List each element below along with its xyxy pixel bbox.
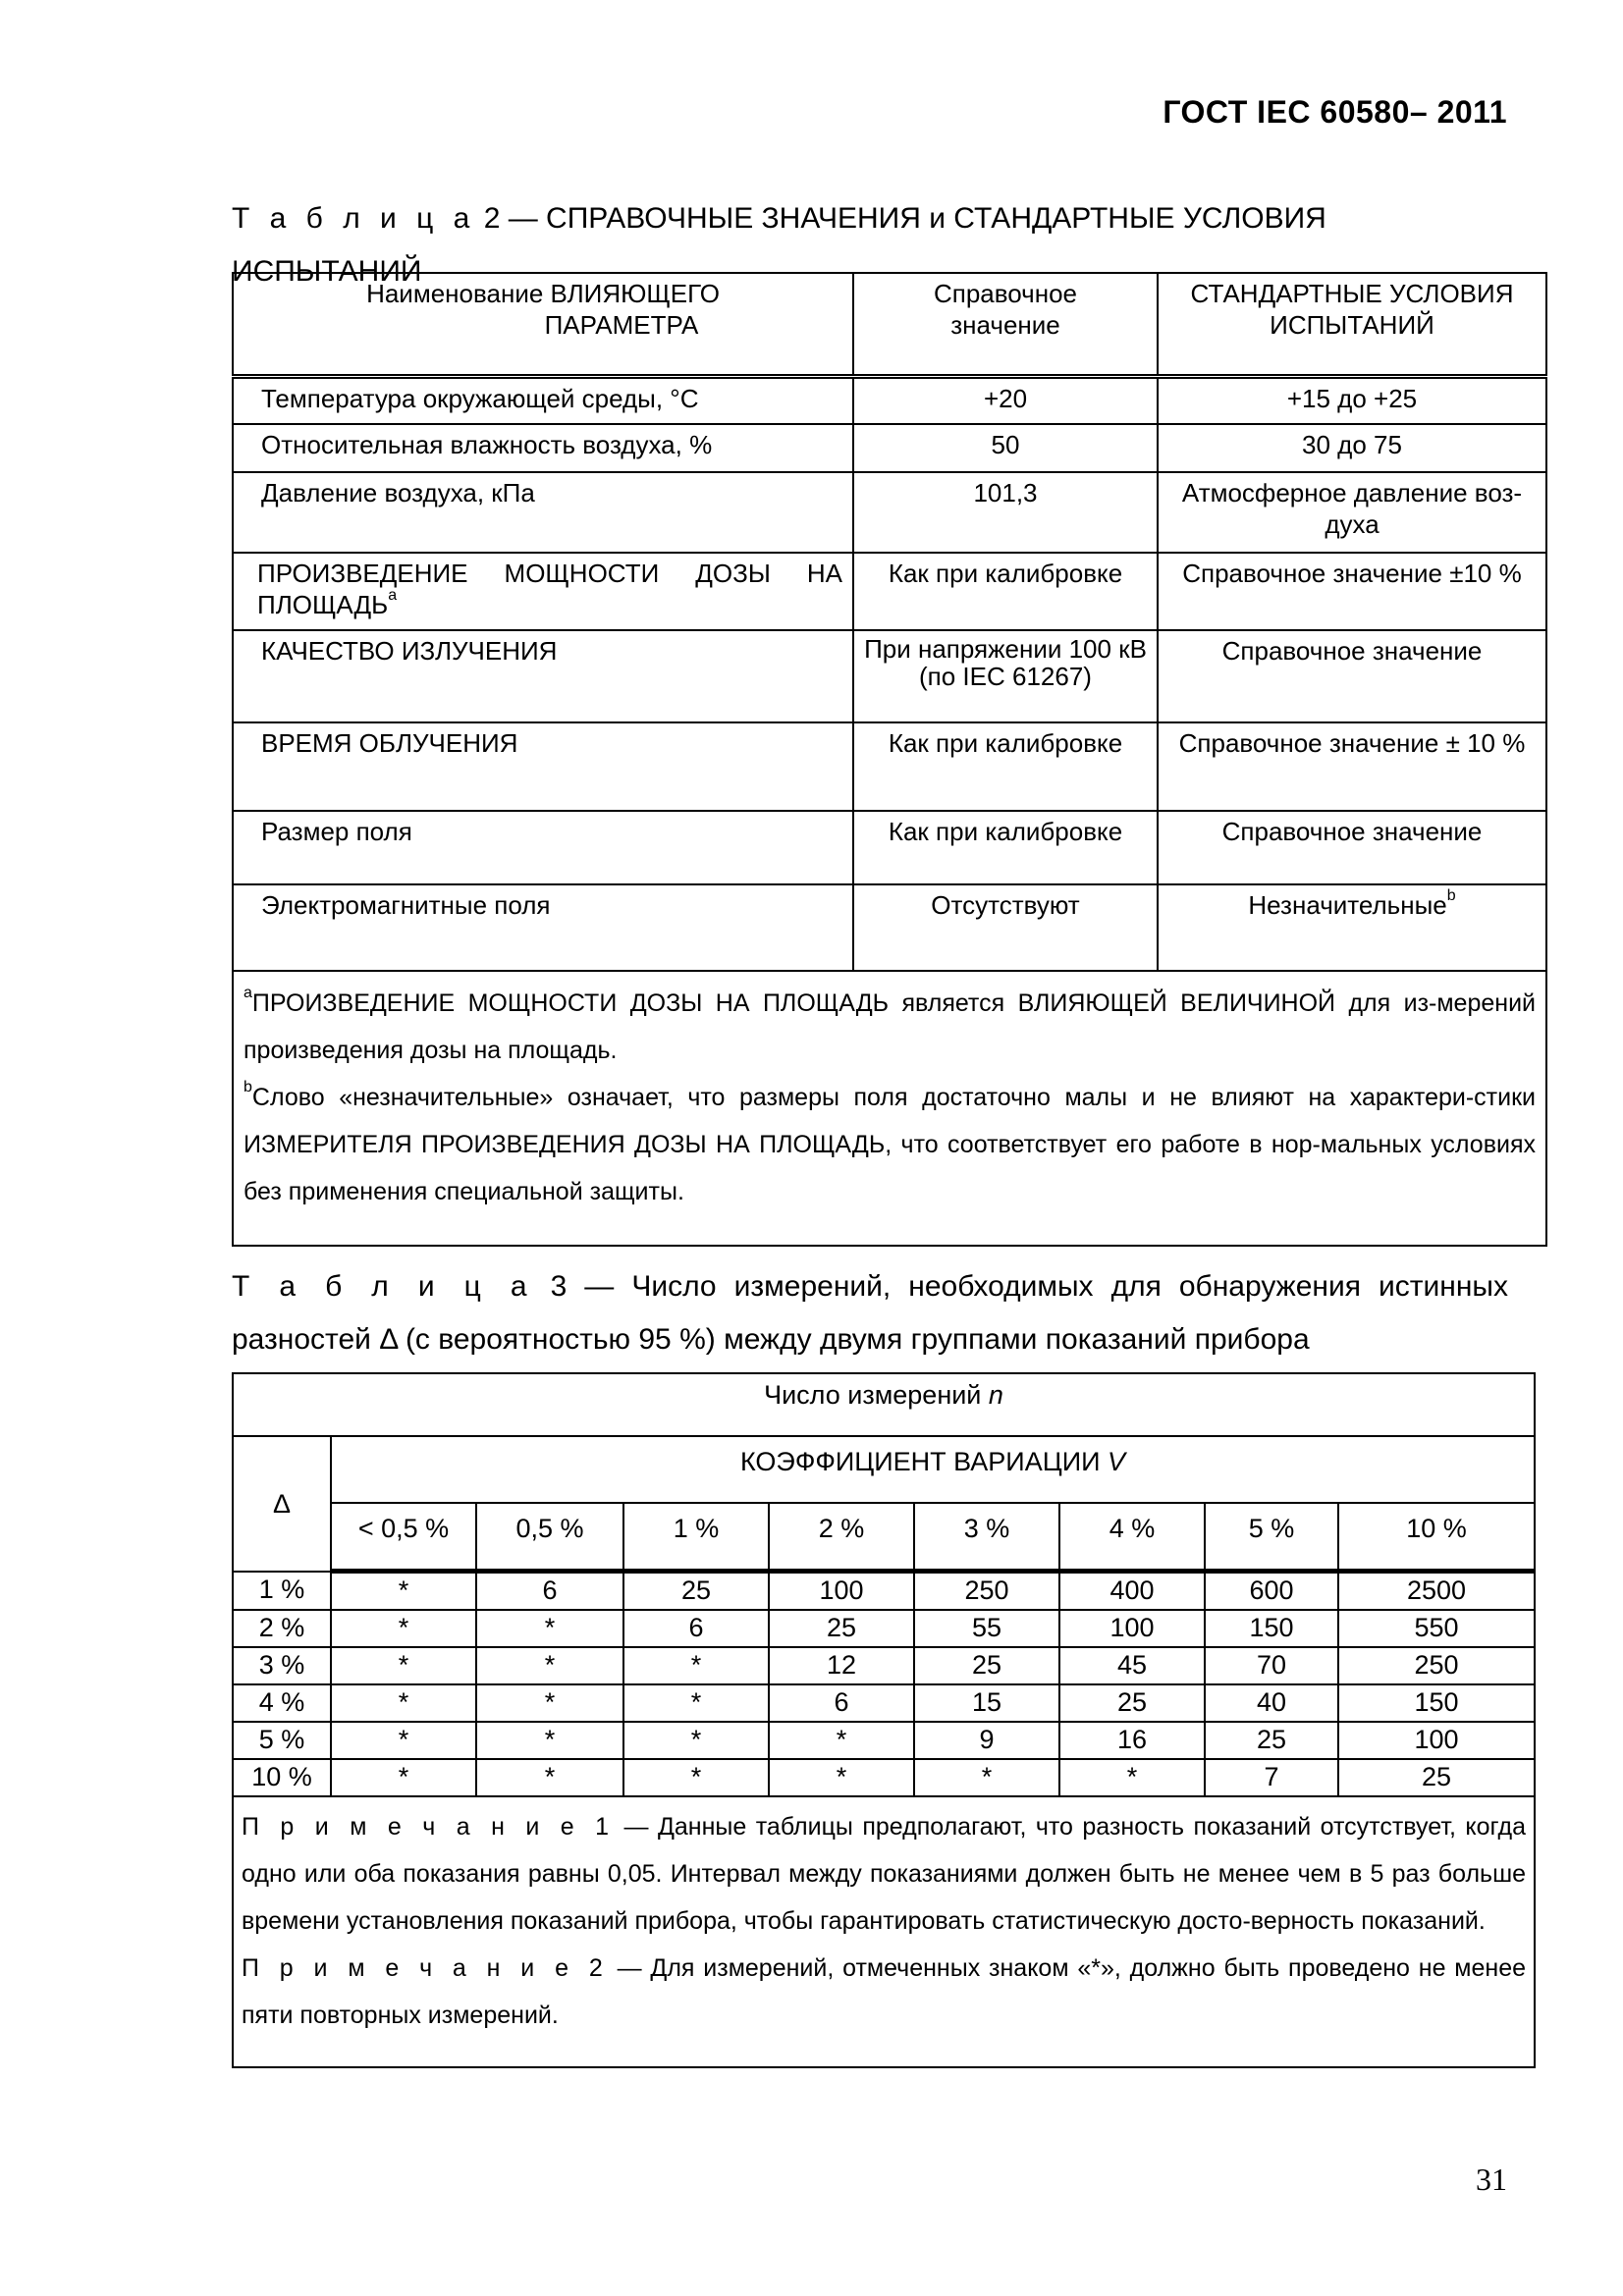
value-cell: *	[476, 1684, 623, 1722]
coef-header-var: V	[1108, 1447, 1126, 1476]
document-code: ГОСТ IEC 60580– 2011	[1163, 94, 1507, 130]
page-number: 31	[1476, 2162, 1507, 2197]
table-header-row	[233, 273, 1546, 377]
value-cell: 6	[769, 1684, 914, 1722]
ref-cell: Как при калибровке	[853, 811, 1158, 884]
value-cell: 100	[1059, 1610, 1205, 1647]
table-row	[233, 1572, 1535, 1611]
notes-cell	[233, 1796, 1535, 2067]
delta-cell: 10 %	[233, 1759, 331, 1796]
column-header: 10 %	[1338, 1503, 1535, 1572]
footnotes-cell	[233, 971, 1546, 1246]
column-header: 2 %	[769, 1503, 914, 1572]
value-cell: *	[331, 1684, 476, 1722]
value-cell: *	[331, 1759, 476, 1796]
value-cell: 6	[623, 1610, 769, 1647]
value-cell: 550	[1338, 1610, 1535, 1647]
std-text: Незначительные	[1248, 889, 1447, 920]
param-cell: Электромагнитные поля	[233, 884, 853, 971]
value-cell: 6	[476, 1572, 623, 1611]
footnote-b-mark: b	[243, 1079, 252, 1096]
value-cell: 400	[1059, 1572, 1205, 1611]
note-2-label: П р и м е ч а н и е 2	[242, 1954, 609, 1982]
param-cell	[233, 553, 853, 630]
header-param-line2: ПАРАМЕТРА	[544, 310, 699, 340]
std-cell: Справочное значение ±10 %	[1158, 553, 1546, 630]
footnotes-row	[233, 971, 1546, 1246]
param-text: ПРОИЗВЕДЕНИЕ МОЩНОСТИ ДОЗЫ НА ПЛОЩАДЬ	[257, 558, 842, 619]
param-cell: ВРЕМЯ ОБЛУЧЕНИЯ	[233, 722, 853, 811]
ref-cell: Как при калибровке	[853, 553, 1158, 630]
std-cell: Атмосферное давление воз-духа	[1158, 472, 1546, 553]
delta-cell: 1 %	[233, 1572, 331, 1611]
header-std-line1: СТАНДАРТНЫЕ УСЛОВИЯ	[1190, 279, 1514, 308]
footnote-a-mark: a	[243, 985, 252, 1002]
value-cell: 25	[914, 1647, 1059, 1684]
header-param-line1: Наименование ВЛИЯЮЩЕГО	[366, 279, 720, 308]
note-2-text: — Для измерений, отмеченных знаком «*», должно быть проведено не менее пяти повторных измерений.	[242, 1954, 1527, 2029]
footnote-a	[243, 980, 1536, 1074]
column-header: 3 %	[914, 1503, 1059, 1572]
table-row	[233, 1610, 1535, 1647]
count-header-text: Число измерений	[764, 1380, 989, 1410]
std-cell	[1158, 884, 1546, 971]
table2-caption-label: Т а б л и ц а	[232, 202, 476, 235]
param-cell: Температура окружающей среды, °С	[233, 377, 853, 424]
value-cell: 25	[1059, 1684, 1205, 1722]
value-cell: *	[476, 1610, 623, 1647]
value-cell: *	[1059, 1759, 1205, 1796]
param-cell: Относительная влажность воздуха, %	[233, 424, 853, 472]
value-cell: 7	[1205, 1759, 1338, 1796]
ref-cell: +20	[853, 377, 1158, 424]
table3-caption-text: 3 — Число измерений, необходимых для обнаружения истинных разностей Δ (с вероятностью 95 %) между двумя группами показаний прибора	[232, 1270, 1508, 1356]
column-header: 5 %	[1205, 1503, 1338, 1572]
column-header: < 0,5 %	[331, 1503, 476, 1572]
header-ref-line1: Справочное	[933, 279, 1077, 308]
table2-caption-text: 2 — СПРАВОЧНЫЕ ЗНАЧЕНИЯ и СТАНДАРТНЫЕ УСЛОВИЯ ИСПЫТАНИЙ	[232, 202, 1326, 288]
ref-cell: 50	[853, 424, 1158, 472]
value-cell: *	[769, 1722, 914, 1759]
footnote-b-text: Слово «незначительные» означает, что размеры поля достаточно малы и не влияют на характери-стики ИЗМЕРИТЕЛЯ ПРОИЗВЕДЕНИЯ ДОЗЫ НА ПЛОЩАДЬ, что соответствует его работе в нор-мальных условиях без применения специальной защиты.	[243, 1083, 1536, 1205]
delta-cell: 3 %	[233, 1647, 331, 1684]
footnote-b-ref: b	[1446, 886, 1456, 904]
value-cell: *	[914, 1759, 1059, 1796]
std-cell: +15 до +25	[1158, 377, 1546, 424]
table-row	[233, 630, 1546, 722]
column-header: 4 %	[1059, 1503, 1205, 1572]
notes-row	[233, 1796, 1535, 2067]
ref-cell: Отсутствуют	[853, 884, 1158, 971]
value-cell: 12	[769, 1647, 914, 1684]
value-cell: 16	[1059, 1722, 1205, 1759]
value-cell: 25	[769, 1610, 914, 1647]
value-cell: 250	[914, 1572, 1059, 1611]
table-row	[233, 377, 1546, 424]
measurement-count-table	[232, 1372, 1536, 2068]
value-cell: *	[331, 1572, 476, 1611]
table-row	[233, 1647, 1535, 1684]
table-row	[233, 553, 1546, 630]
delta-cell: 2 %	[233, 1610, 331, 1647]
header-std-line2: ИСПЫТАНИЙ	[1270, 310, 1434, 340]
table-row	[233, 472, 1546, 553]
count-header	[233, 1373, 1535, 1436]
value-cell: 150	[1205, 1610, 1338, 1647]
note-1-text: — Данные таблицы предполагают, что разность показаний отсутствует, когда одно или оба показания равны 0,05. Интервал между показаниями должен быть не менее чем в 5 раз больше времени установления показаний прибора, чтобы гарантировать статистическую досто-верность показаний.	[242, 1813, 1527, 1935]
reference-values-table	[232, 272, 1547, 1247]
value-cell: *	[476, 1722, 623, 1759]
note-1-label: П р и м е ч а н и е 1	[242, 1813, 616, 1841]
value-cell: *	[331, 1647, 476, 1684]
header-ref	[853, 273, 1158, 377]
table-row	[233, 1722, 1535, 1759]
value-cell: *	[623, 1684, 769, 1722]
value-cell: *	[476, 1647, 623, 1684]
value-cell: *	[769, 1759, 914, 1796]
table-row	[233, 722, 1546, 811]
ref-cell: При напряжении 100 кВ (по IEC 61267)	[853, 630, 1158, 722]
count-header-row	[233, 1373, 1535, 1436]
table-row	[233, 1684, 1535, 1722]
param-cell: Давление воздуха, кПа	[233, 472, 853, 553]
footnote-a-text: ПРОИЗВЕДЕНИЕ МОЩНОСТИ ДОЗЫ НА ПЛОЩАДЬ является ВЛИЯЮЩЕЙ ВЕЛИЧИНОЙ для из-мерений произведения дозы на площадь.	[243, 988, 1536, 1064]
coef-header-row	[233, 1436, 1535, 1503]
value-cell: 9	[914, 1722, 1059, 1759]
value-cell: *	[623, 1647, 769, 1684]
std-cell: Справочное значение	[1158, 811, 1546, 884]
table-row	[233, 424, 1546, 472]
note-2	[242, 1945, 1526, 2039]
note-1	[242, 1803, 1526, 1945]
value-cell: 70	[1205, 1647, 1338, 1684]
delta-header: Δ	[233, 1436, 331, 1572]
value-cell: 2500	[1338, 1572, 1535, 1611]
value-cell: 600	[1205, 1572, 1338, 1611]
coef-header	[331, 1436, 1535, 1503]
value-cell: 150	[1338, 1684, 1535, 1722]
value-cell: *	[623, 1722, 769, 1759]
footnote-a-ref: a	[388, 586, 398, 604]
coef-header-text: КОЭФФИЦИЕНТ ВАРИАЦИИ	[740, 1447, 1109, 1476]
table3-caption-label: Т а б л и ц а	[232, 1270, 533, 1303]
value-cell: 15	[914, 1684, 1059, 1722]
value-cell: *	[476, 1759, 623, 1796]
std-cell: Справочное значение	[1158, 630, 1546, 722]
column-header: 1 %	[623, 1503, 769, 1572]
ref-cell: 101,3	[853, 472, 1158, 553]
value-cell: 25	[1338, 1759, 1535, 1796]
table-row	[233, 811, 1546, 884]
value-cell: 55	[914, 1610, 1059, 1647]
std-cell: 30 до 75	[1158, 424, 1546, 472]
delta-cell: 4 %	[233, 1684, 331, 1722]
table-row	[233, 884, 1546, 971]
value-cell: *	[331, 1610, 476, 1647]
header-param	[233, 273, 853, 377]
value-cell: 25	[1205, 1722, 1338, 1759]
table-row	[233, 1759, 1535, 1796]
value-cell: *	[623, 1759, 769, 1796]
header-std	[1158, 273, 1546, 377]
footnote-b	[243, 1074, 1536, 1215]
ref-cell: Как при калибровке	[853, 722, 1158, 811]
param-cell: КАЧЕСТВО ИЗЛУЧЕНИЯ	[233, 630, 853, 722]
value-cell: 25	[623, 1572, 769, 1611]
param-cell: Размер поля	[233, 811, 853, 884]
std-cell: Справочное значение ± 10 %	[1158, 722, 1546, 811]
value-cell: 40	[1205, 1684, 1338, 1722]
count-header-var: n	[988, 1380, 1003, 1410]
column-header-row	[233, 1503, 1535, 1572]
value-cell: 100	[1338, 1722, 1535, 1759]
delta-cell: 5 %	[233, 1722, 331, 1759]
value-cell: 250	[1338, 1647, 1535, 1684]
table3-caption	[232, 1260, 1508, 1366]
column-header: 0,5 %	[476, 1503, 623, 1572]
value-cell: 100	[769, 1572, 914, 1611]
value-cell: *	[331, 1722, 476, 1759]
value-cell: 45	[1059, 1647, 1205, 1684]
header-ref-line2: значение	[950, 310, 1060, 340]
